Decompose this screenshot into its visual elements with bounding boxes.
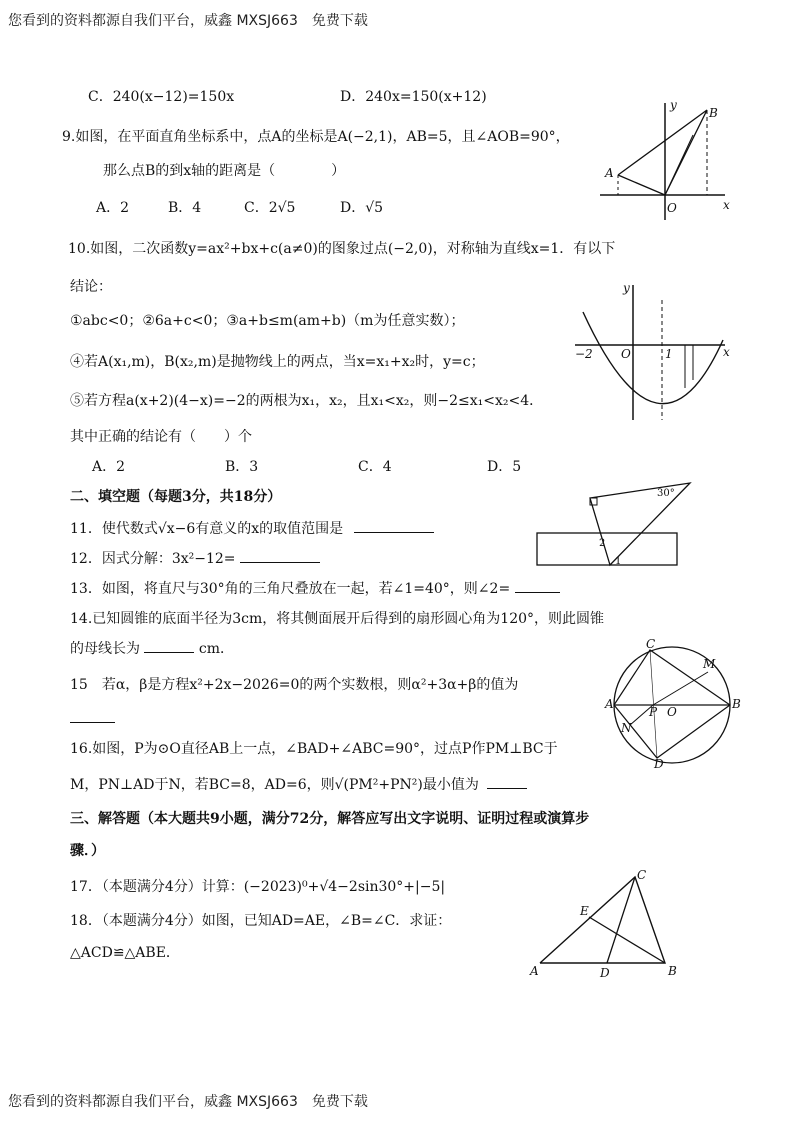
q9-option-b: B．4 <box>168 200 202 216</box>
q9-label-y: y <box>670 98 677 112</box>
q10-label-o: O <box>621 347 631 361</box>
q16-label-o: O <box>667 705 677 719</box>
q18-label-c: C <box>637 868 647 882</box>
q10-figure <box>575 280 735 425</box>
q14-text: 14.已知圆锥的底面半径为3cm，将其侧面展开后得到的扇形圆心角为120°，则此圆锥 <box>70 611 605 627</box>
q9-option-a: A．2 <box>96 200 130 216</box>
q10-conclusion-1: ①abc<0；②6a+c<0；③a+b≤m(am+b)（m为任意实数）； <box>70 313 465 329</box>
q10-label-y: y <box>623 281 630 295</box>
q9-option-d: D．√5 <box>340 200 384 216</box>
q13-label-1: 1 <box>615 556 622 567</box>
q16-label-c: C <box>646 637 656 651</box>
q13-line <box>70 582 560 596</box>
q9-stem: 9.如图，在平面直角坐标系中，点A的坐标是A(−2,1)，AB=5，且∠AOB=90°， <box>62 129 570 145</box>
q18-text-2: △ACD≌△ABE． <box>70 945 180 961</box>
q18-label-e: E <box>580 904 589 918</box>
q16-label-d: D <box>654 757 664 771</box>
q10-stem: 10.如图，二次函数y=ax²+bx+c(a≠0)的图象过点(−2,0)，对称轴为直线x=1．有以下 <box>68 241 616 257</box>
q11-answer-blank[interactable] <box>354 531 434 533</box>
q15-answer-blank[interactable] <box>70 721 115 723</box>
q10-option-b: B．3 <box>225 459 259 475</box>
q10-option-c: C．4 <box>358 459 392 475</box>
q10-conclusion-3: ⑤若方程a(x+2)(4−x)=−2的两根为x₁，x₂，且x₁<x₂，则−2≤x₁<x₂<4． <box>70 393 544 409</box>
q18-label-d: D <box>600 966 610 980</box>
section-2-title: 二、填空题（每题3分，共18分） <box>70 489 282 505</box>
q9-option-c: C．2√5 <box>244 200 296 216</box>
q9-stem-2: 那么点B的到x轴的距离是（ ） <box>103 163 346 179</box>
q12-answer-blank[interactable] <box>240 561 320 563</box>
q18-label-a: A <box>530 964 539 978</box>
q13-label-2: 2 <box>599 538 606 549</box>
q15-text: 15 若α，β是方程x²+2x−2026=0的两个实数根，则α²+3α+β的值为 <box>70 677 519 693</box>
q10-label-1: 1 <box>665 347 673 361</box>
q9-label-b: B <box>709 106 718 120</box>
q10-label-minus2: −2 <box>575 347 593 361</box>
q9-label-o: O <box>667 201 677 215</box>
q10-label-x: x <box>723 345 730 359</box>
q11-line <box>70 522 434 536</box>
q9-figure <box>595 95 740 220</box>
q16-text-2: M，PN⊥AD于N，若BC=8，AD=6，则√(PM²+PN²)最小值为 <box>70 777 479 793</box>
q16-label-b: B <box>732 697 741 711</box>
q10-option-a: A．2 <box>92 459 126 475</box>
q15-line-2 <box>70 712 115 726</box>
q8-option-c: C．240(x−12)=150x <box>88 89 235 105</box>
q16-label-n: N <box>621 721 632 735</box>
q18-label-b: B <box>668 964 677 978</box>
q14-text-2b: cm． <box>198 641 235 657</box>
q10-option-d: D．5 <box>487 459 522 475</box>
q12-text: 12．因式分解：3x²−12= <box>70 551 236 567</box>
q8-option-d: D．240x=150(x+12) <box>340 89 487 105</box>
q9-label-x: x <box>723 198 730 212</box>
q18-text: 18．（本题满分4分）如图，已知AD=AE，∠B=∠C．求证： <box>70 913 452 929</box>
section-3-title-2: 骤．） <box>70 843 105 859</box>
q10-ask: 其中正确的结论有（ ）个 <box>70 429 252 445</box>
q12-line <box>70 552 320 566</box>
q16-figure <box>605 637 750 771</box>
q16-text: 16.如图，P为⊙O直径AB上一点，∠BAD+∠ABC=90°，过点P作PM⊥BC于 <box>70 741 558 757</box>
q16-label-a: A <box>605 697 614 711</box>
q14-answer-blank[interactable] <box>144 651 194 653</box>
q11-text: 11．使代数式√x−6有意义的x的取值范围是 <box>70 521 344 537</box>
q16-label-m: M <box>703 657 716 671</box>
q16-label-p: P <box>649 705 658 719</box>
q18-figure <box>530 865 690 980</box>
q10-conclusion-2: ④若A(x₁,m)，B(x₂,m)是抛物线上的两点，当x=x₁+x₂时，y=c； <box>70 354 485 370</box>
q13-label-30deg: 30° <box>657 488 675 499</box>
q9-label-a: A <box>605 166 614 180</box>
q16-answer-blank[interactable] <box>487 787 527 789</box>
q14-line-2 <box>70 642 234 656</box>
q17-text: 17．（本题满分4分）计算：(−2023)⁰+√4−2sin30°+|−5| <box>70 879 446 895</box>
watermark-top: 您看到的资料都源自我们平台，威鑫 MXSJ663 免费下载 <box>8 13 368 29</box>
q16-line-2 <box>70 778 527 792</box>
q13-answer-blank[interactable] <box>515 591 560 593</box>
watermark-bottom: 您看到的资料都源自我们平台，威鑫 MXSJ663 免费下载 <box>8 1094 368 1110</box>
q13-figure <box>535 478 695 570</box>
q13-text: 13．如图，将直尺与30°角的三角尺叠放在一起，若∠1=40°，则∠2= <box>70 581 511 597</box>
section-3-title: 三、解答题（本大题共9小题，满分72分，解答应写出文字说明、证明过程或演算步 <box>70 811 590 827</box>
q14-text-2a: 的母线长为 <box>70 641 140 657</box>
q10-stem-2: 结论： <box>70 279 112 295</box>
